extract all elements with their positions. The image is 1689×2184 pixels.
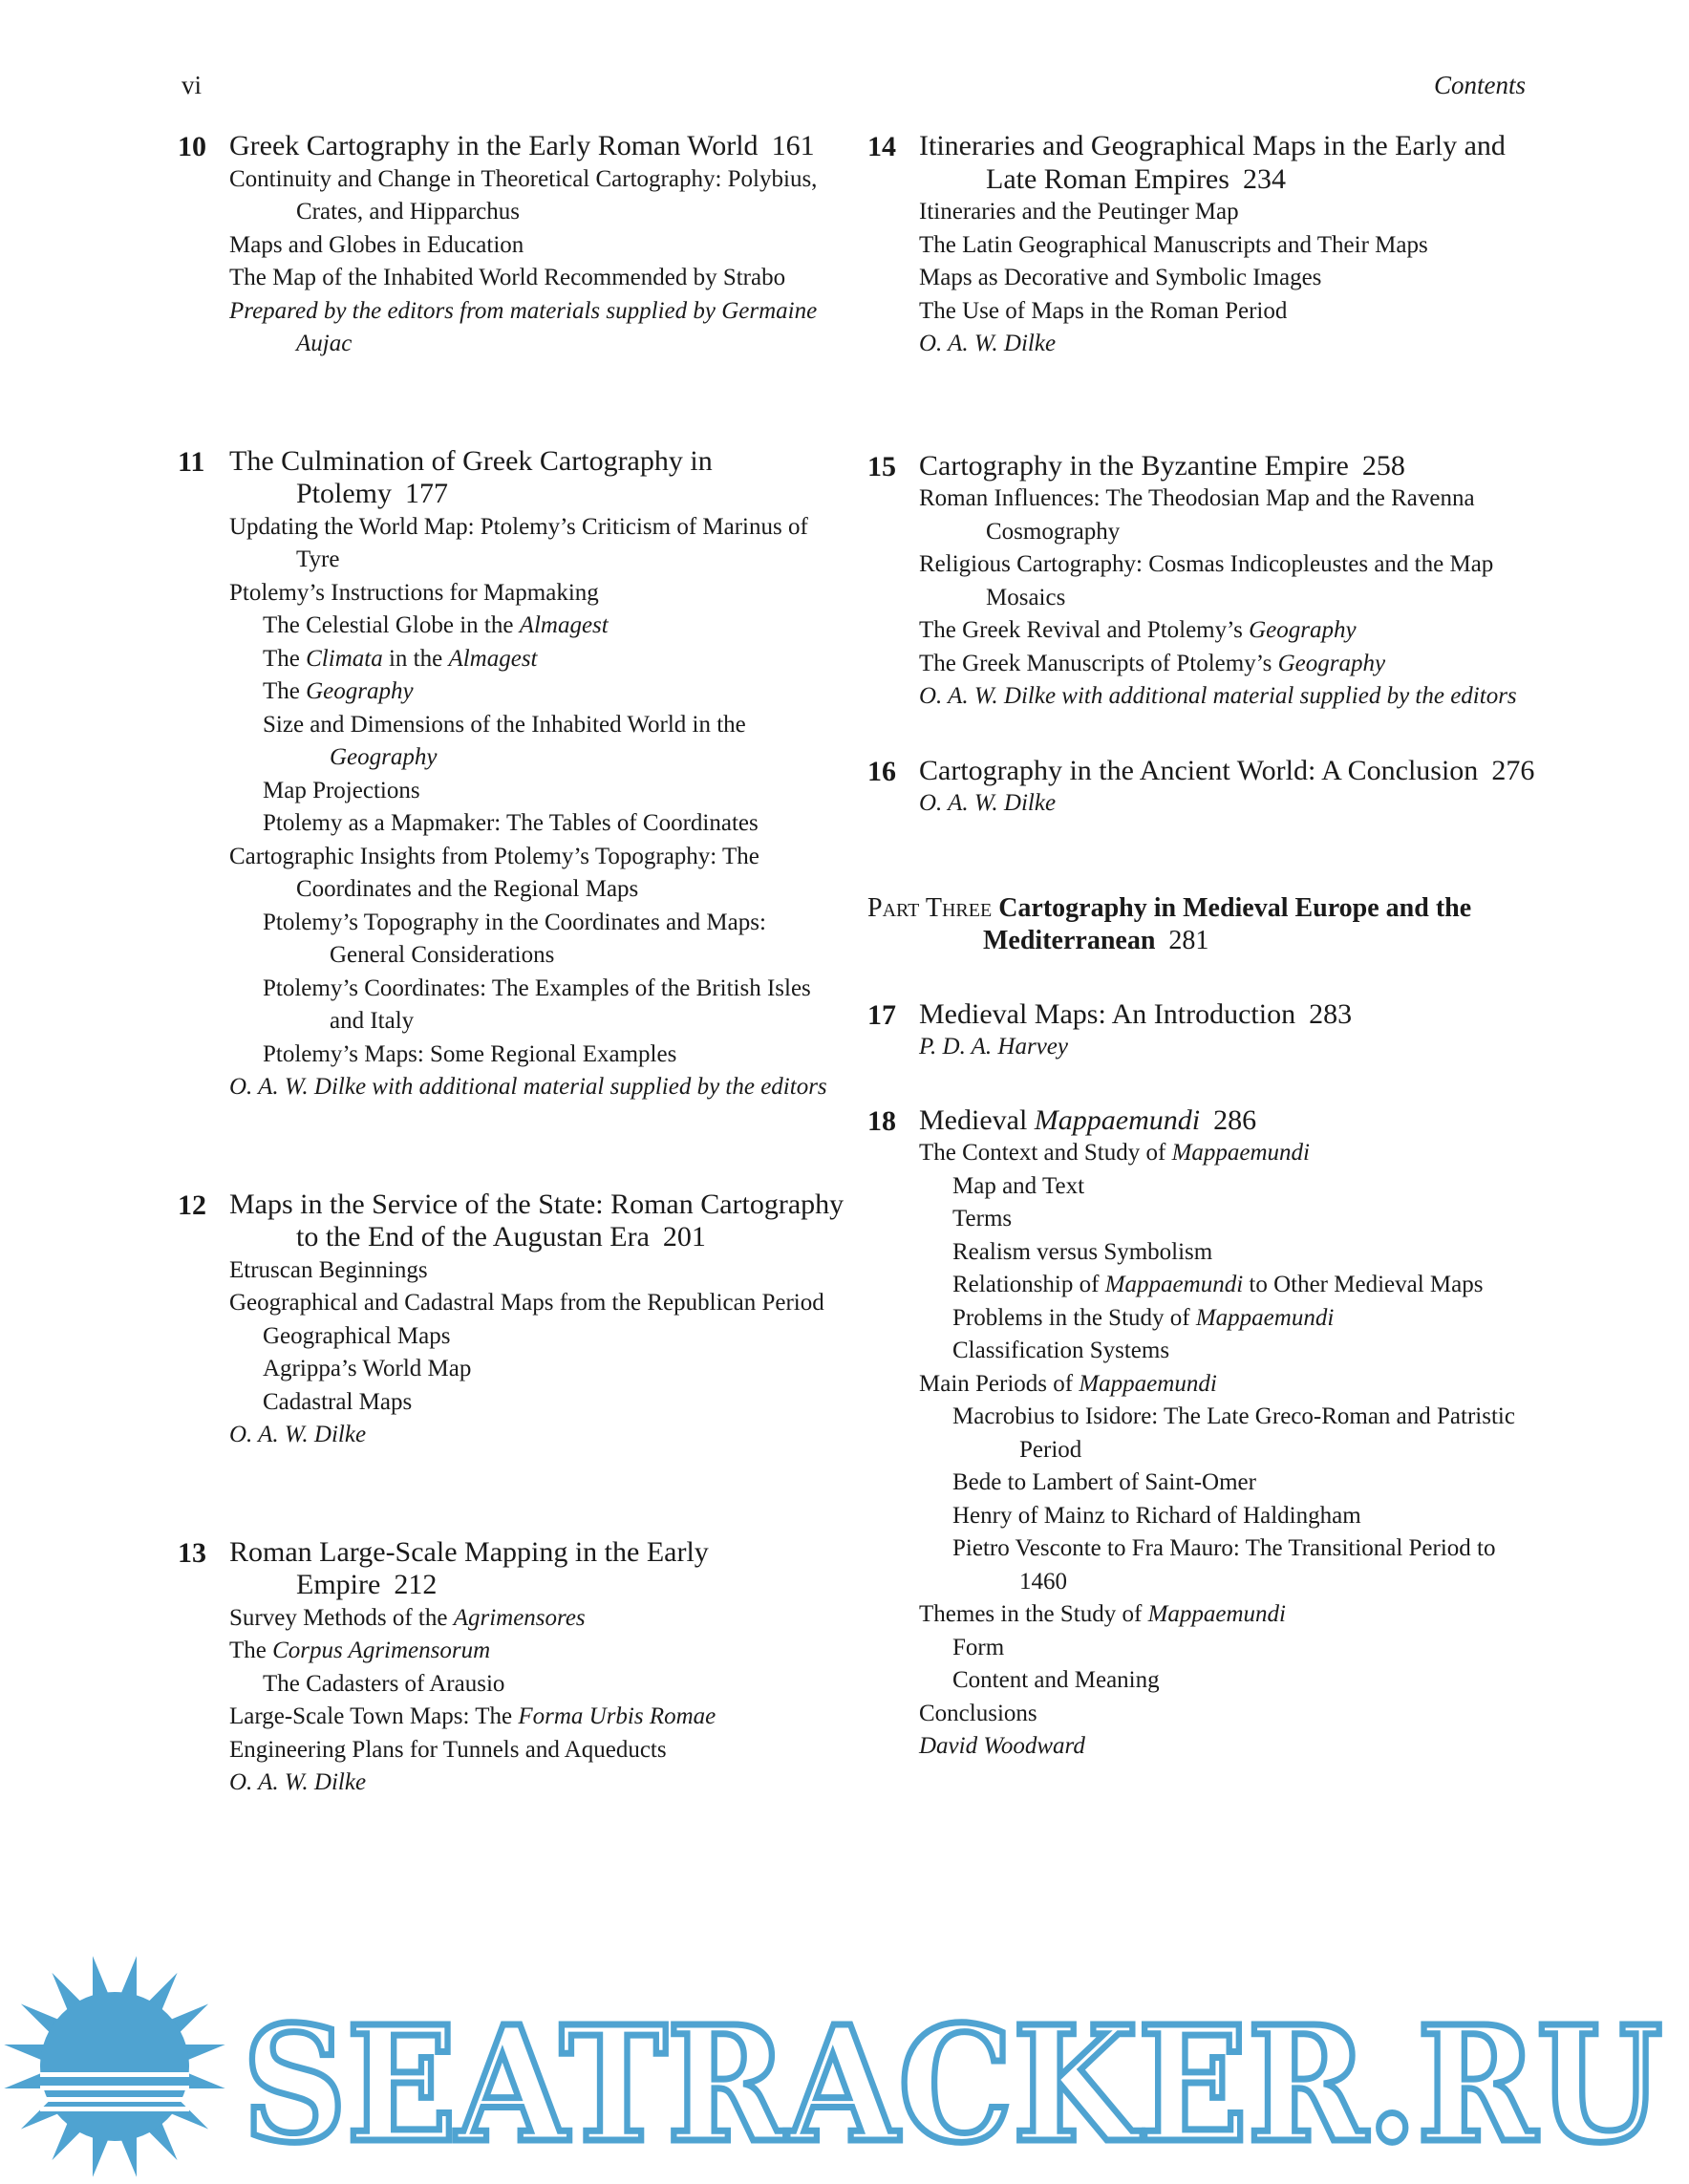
toc-right-column [867, 130, 1536, 1764]
section-entry-text: Main Periods of [919, 1370, 1080, 1397]
section-entry: Realism versus Symbolism [952, 1238, 1213, 1265]
chapter-number: 17 [867, 998, 896, 1031]
section-entry-text: Themes in the Study of [919, 1601, 1148, 1627]
section-entry: Ptolemy’s Topography in the Coordinates and Maps: General Considerations [263, 909, 766, 968]
section-entry [919, 648, 1536, 681]
sun-icon [4, 1956, 224, 2176]
chapter-title-text: Greek Cartography in the Early Roman World [229, 130, 759, 161]
chapter-number: 12 [178, 1188, 206, 1221]
section-entry-text: Survey Methods of the [229, 1604, 454, 1631]
section-entry [919, 614, 1536, 648]
section-entry-italic: Mappaemundi [1079, 1370, 1217, 1397]
chapter-title [919, 130, 1536, 196]
chapter-author: Prepared by the editors from materials supplied by Germaine Aujac [229, 297, 818, 356]
section-entry-text: The [263, 678, 307, 704]
chapter-author: O. A. W. Dilke with additional material supplied by the editors [919, 683, 1517, 709]
chapter-title-italic: Mappaemundi [1034, 1103, 1201, 1136]
chapter-author: O. A. W. Dilke [919, 790, 1057, 816]
section-entry-text: The [229, 1638, 273, 1663]
section-entry-text: Problems in the Study of [952, 1304, 1196, 1331]
section-entry-text: Relationship of [952, 1272, 1105, 1297]
chapter-author: O. A. W. Dilke with additional material supplied by the editors [229, 1074, 827, 1100]
section-entry: Ptolemy’s Instructions for Mapmaking [229, 579, 599, 606]
toc-chapter [178, 130, 846, 361]
section-entry [919, 1137, 1536, 1170]
chapter-number: 11 [178, 445, 205, 478]
section-entry: Cartographic Insights from Ptolemy’s Topography: The Coordinates and the Regional Maps [229, 843, 759, 902]
part-label: Part Three [867, 892, 993, 923]
page-number: vi [182, 71, 203, 99]
section-entry: Conclusions [919, 1700, 1037, 1726]
chapter-page-number: 283 [1309, 997, 1353, 1030]
section-entry: Terms [952, 1206, 1013, 1231]
chapter-author: P. D. A. Harvey [919, 1034, 1068, 1060]
section-entry-text: The [263, 645, 307, 672]
chapter-page-number: 161 [771, 130, 815, 161]
watermark-text: SEATRACKER.RU [243, 1992, 1662, 2178]
section-entry-italic: Geography [1277, 650, 1386, 676]
part-heading [867, 892, 1536, 957]
chapter-page-number: 276 [1491, 754, 1535, 786]
section-entry [919, 1598, 1536, 1632]
section-list [229, 1602, 846, 1767]
chapter-page-number: 212 [394, 1569, 438, 1600]
chapter-author: O. A. W. Dilke [229, 1422, 367, 1447]
section-entry [263, 610, 846, 643]
section-list [229, 511, 846, 1072]
toc-chapter [867, 998, 1536, 1064]
chapter-title [229, 445, 846, 511]
section-entry-text: The Greek Manuscripts of Ptolemy’s [919, 650, 1278, 676]
section-list [229, 163, 846, 295]
section-entry: Geographical and Cadastral Maps from the Republican Period [229, 1290, 824, 1316]
chapter-title-text: Medieval Maps: An Introduction [919, 997, 1296, 1030]
toc-left-column [178, 130, 846, 1800]
chapter-page-number: 234 [1242, 162, 1286, 195]
running-head: Contents [1433, 71, 1526, 99]
section-entry-italic: Mappaemundi [1195, 1304, 1335, 1331]
chapter-page-number: 286 [1213, 1103, 1257, 1136]
section-entry: Form [952, 1634, 1005, 1660]
chapter-number: 10 [178, 131, 206, 162]
section-entry-text: The Celestial Globe in the [263, 612, 520, 638]
toc-chapter [867, 755, 1536, 821]
section-entry-italic: Climata [306, 645, 383, 672]
chapter-number: 15 [867, 450, 896, 482]
chapter-title [919, 450, 1536, 483]
section-entry [229, 1635, 846, 1668]
section-entry-italic: Almagest [519, 612, 609, 638]
section-entry [919, 1368, 1536, 1402]
section-entry: The Use of Maps in the Roman Period [919, 297, 1288, 324]
section-entry: Classification Systems [952, 1338, 1170, 1363]
section-entry [263, 675, 846, 709]
chapter-number: 16 [867, 755, 896, 787]
chapter-title-text: The Culmination of Greek Cartography in Ptolemy [229, 444, 713, 509]
chapter-number: 18 [867, 1104, 896, 1137]
chapter-author: O. A. W. Dilke [229, 1769, 367, 1795]
section-entry-italic: Geography [330, 744, 438, 770]
section-entry-text: to Other Medieval Maps [1243, 1272, 1484, 1297]
chapter-page-number: 201 [662, 1221, 706, 1253]
section-entry-italic: Mappaemundi [1147, 1601, 1286, 1627]
section-entry: Updating the World Map: Ptolemy’s Criticism of Marinus of Tyre [229, 513, 808, 572]
section-entry: Henry of Mainz to Richard of Haldingham [952, 1502, 1361, 1529]
section-entry [952, 1269, 1536, 1302]
chapter-title [919, 1104, 1536, 1138]
section-entry-italic: Geography [1249, 617, 1357, 643]
section-list [919, 482, 1536, 680]
section-entry-italic: Mappaemundi [1171, 1140, 1310, 1166]
section-entry: The Latin Geographical Manuscripts and Their Maps [919, 231, 1428, 258]
chapter-title-text: Cartography in the Ancient World: A Conclusion [919, 754, 1479, 786]
chapter-title-text: Cartography in the Byzantine Empire [919, 449, 1349, 482]
section-entry: Continuity and Change in Theoretical Cartography: Polybius, Crates, and Hipparchus [229, 165, 818, 225]
section-entry: Engineering Plans for Tunnels and Aqueducts [229, 1736, 667, 1763]
section-entry: Maps and Globes in Education [229, 231, 524, 258]
section-entry-text: Size and Dimensions of the Inhabited World in the [263, 711, 746, 738]
section-entry [952, 1302, 1536, 1336]
chapter-title [919, 998, 1536, 1032]
section-entry [263, 709, 846, 775]
chapter-author: David Woodward [919, 1733, 1085, 1759]
section-list [919, 1137, 1536, 1730]
toc-chapter [867, 1104, 1536, 1764]
section-entry: Cadastral Maps [263, 1388, 413, 1415]
chapter-title [229, 1536, 846, 1602]
section-entry: Roman Influences: The Theodosian Map and the Ravenna Cosmography [919, 485, 1475, 545]
chapter-title [229, 1188, 846, 1254]
section-list [919, 196, 1536, 328]
watermark [0, 1944, 1689, 2184]
section-entry: Content and Meaning [952, 1667, 1160, 1693]
section-entry: Ptolemy’s Coordinates: The Examples of the British Isles and Italy [263, 974, 811, 1034]
section-entry: The Map of the Inhabited World Recommended by Strabo [229, 265, 786, 290]
section-entry-italic: Almagest [448, 645, 538, 672]
section-entry: Macrobius to Isidore: The Late Greco-Roman and Patristic Period [952, 1403, 1515, 1463]
section-entry: Agrippa’s World Map [263, 1356, 472, 1381]
section-entry-text: The Greek Revival and Ptolemy’s [919, 617, 1250, 643]
section-entry-italic: Agrimensores [453, 1604, 586, 1631]
section-entry: Pietro Vesconte to Fra Mauro: The Transitional Period to 1460 [952, 1535, 1496, 1595]
chapter-title [229, 130, 846, 163]
chapter-number: 13 [178, 1536, 206, 1569]
section-entry-italic: Geography [306, 678, 414, 704]
section-entry: Itineraries and the Peutinger Map [919, 199, 1239, 225]
section-entry: The Cadasters of Arausio [263, 1670, 505, 1697]
section-entry: Maps as Decorative and Symbolic Images [919, 265, 1322, 290]
chapter-title-text: Itineraries and Geographical Maps in the Early and Late Roman Empires [919, 130, 1506, 195]
chapter-author: O. A. W. Dilke [919, 331, 1057, 356]
chapter-page-number: 258 [1361, 449, 1405, 482]
chapter-title-text: Medieval [919, 1103, 1035, 1136]
part-title: Cartography in Medieval Europe and the Mediterranean [983, 892, 1472, 955]
section-entry-italic: Forma Urbis Romae [518, 1703, 716, 1729]
toc-chapter [867, 130, 1536, 361]
section-entry: Map Projections [263, 777, 420, 803]
section-entry: Ptolemy’s Maps: Some Regional Examples [263, 1040, 677, 1067]
section-entry-text: in the [382, 645, 449, 672]
section-entry [263, 643, 846, 676]
chapter-title [919, 755, 1536, 788]
chapter-number: 14 [867, 131, 896, 162]
section-entry: Religious Cartography: Cosmas Indicopleustes and the Map Mosaics [919, 551, 1494, 610]
section-entry [229, 1602, 846, 1636]
part-page-number: 281 [1168, 925, 1209, 955]
chapter-page-number: 177 [405, 478, 449, 509]
section-entry: Map and Text [952, 1172, 1085, 1199]
section-entry: Ptolemy as a Mapmaker: The Tables of Coordinates [263, 810, 759, 836]
section-entry-italic: Mappaemundi [1104, 1272, 1244, 1297]
section-entry [229, 1701, 846, 1734]
toc-chapter [178, 445, 846, 1104]
section-entry-text: The Context and Study of [919, 1140, 1172, 1166]
section-entry-text: Large-Scale Town Maps: The [229, 1703, 519, 1729]
toc-chapter [178, 1536, 846, 1800]
section-entry-italic: Corpus Agrimensorum [272, 1638, 491, 1663]
section-list [229, 1254, 846, 1420]
section-entry: Bede to Lambert of Saint-Omer [952, 1469, 1256, 1495]
toc-chapter [867, 450, 1536, 714]
toc-chapter [178, 1188, 846, 1452]
chapter-title-text: Maps in the Service of the State: Roman Cartography to the End of the Augustan Era [229, 1188, 844, 1253]
section-entry: Etruscan Beginnings [229, 1256, 428, 1283]
chapter-title-text: Roman Large-Scale Mapping in the Early Empire [229, 1535, 709, 1600]
section-entry: Geographical Maps [263, 1322, 451, 1349]
